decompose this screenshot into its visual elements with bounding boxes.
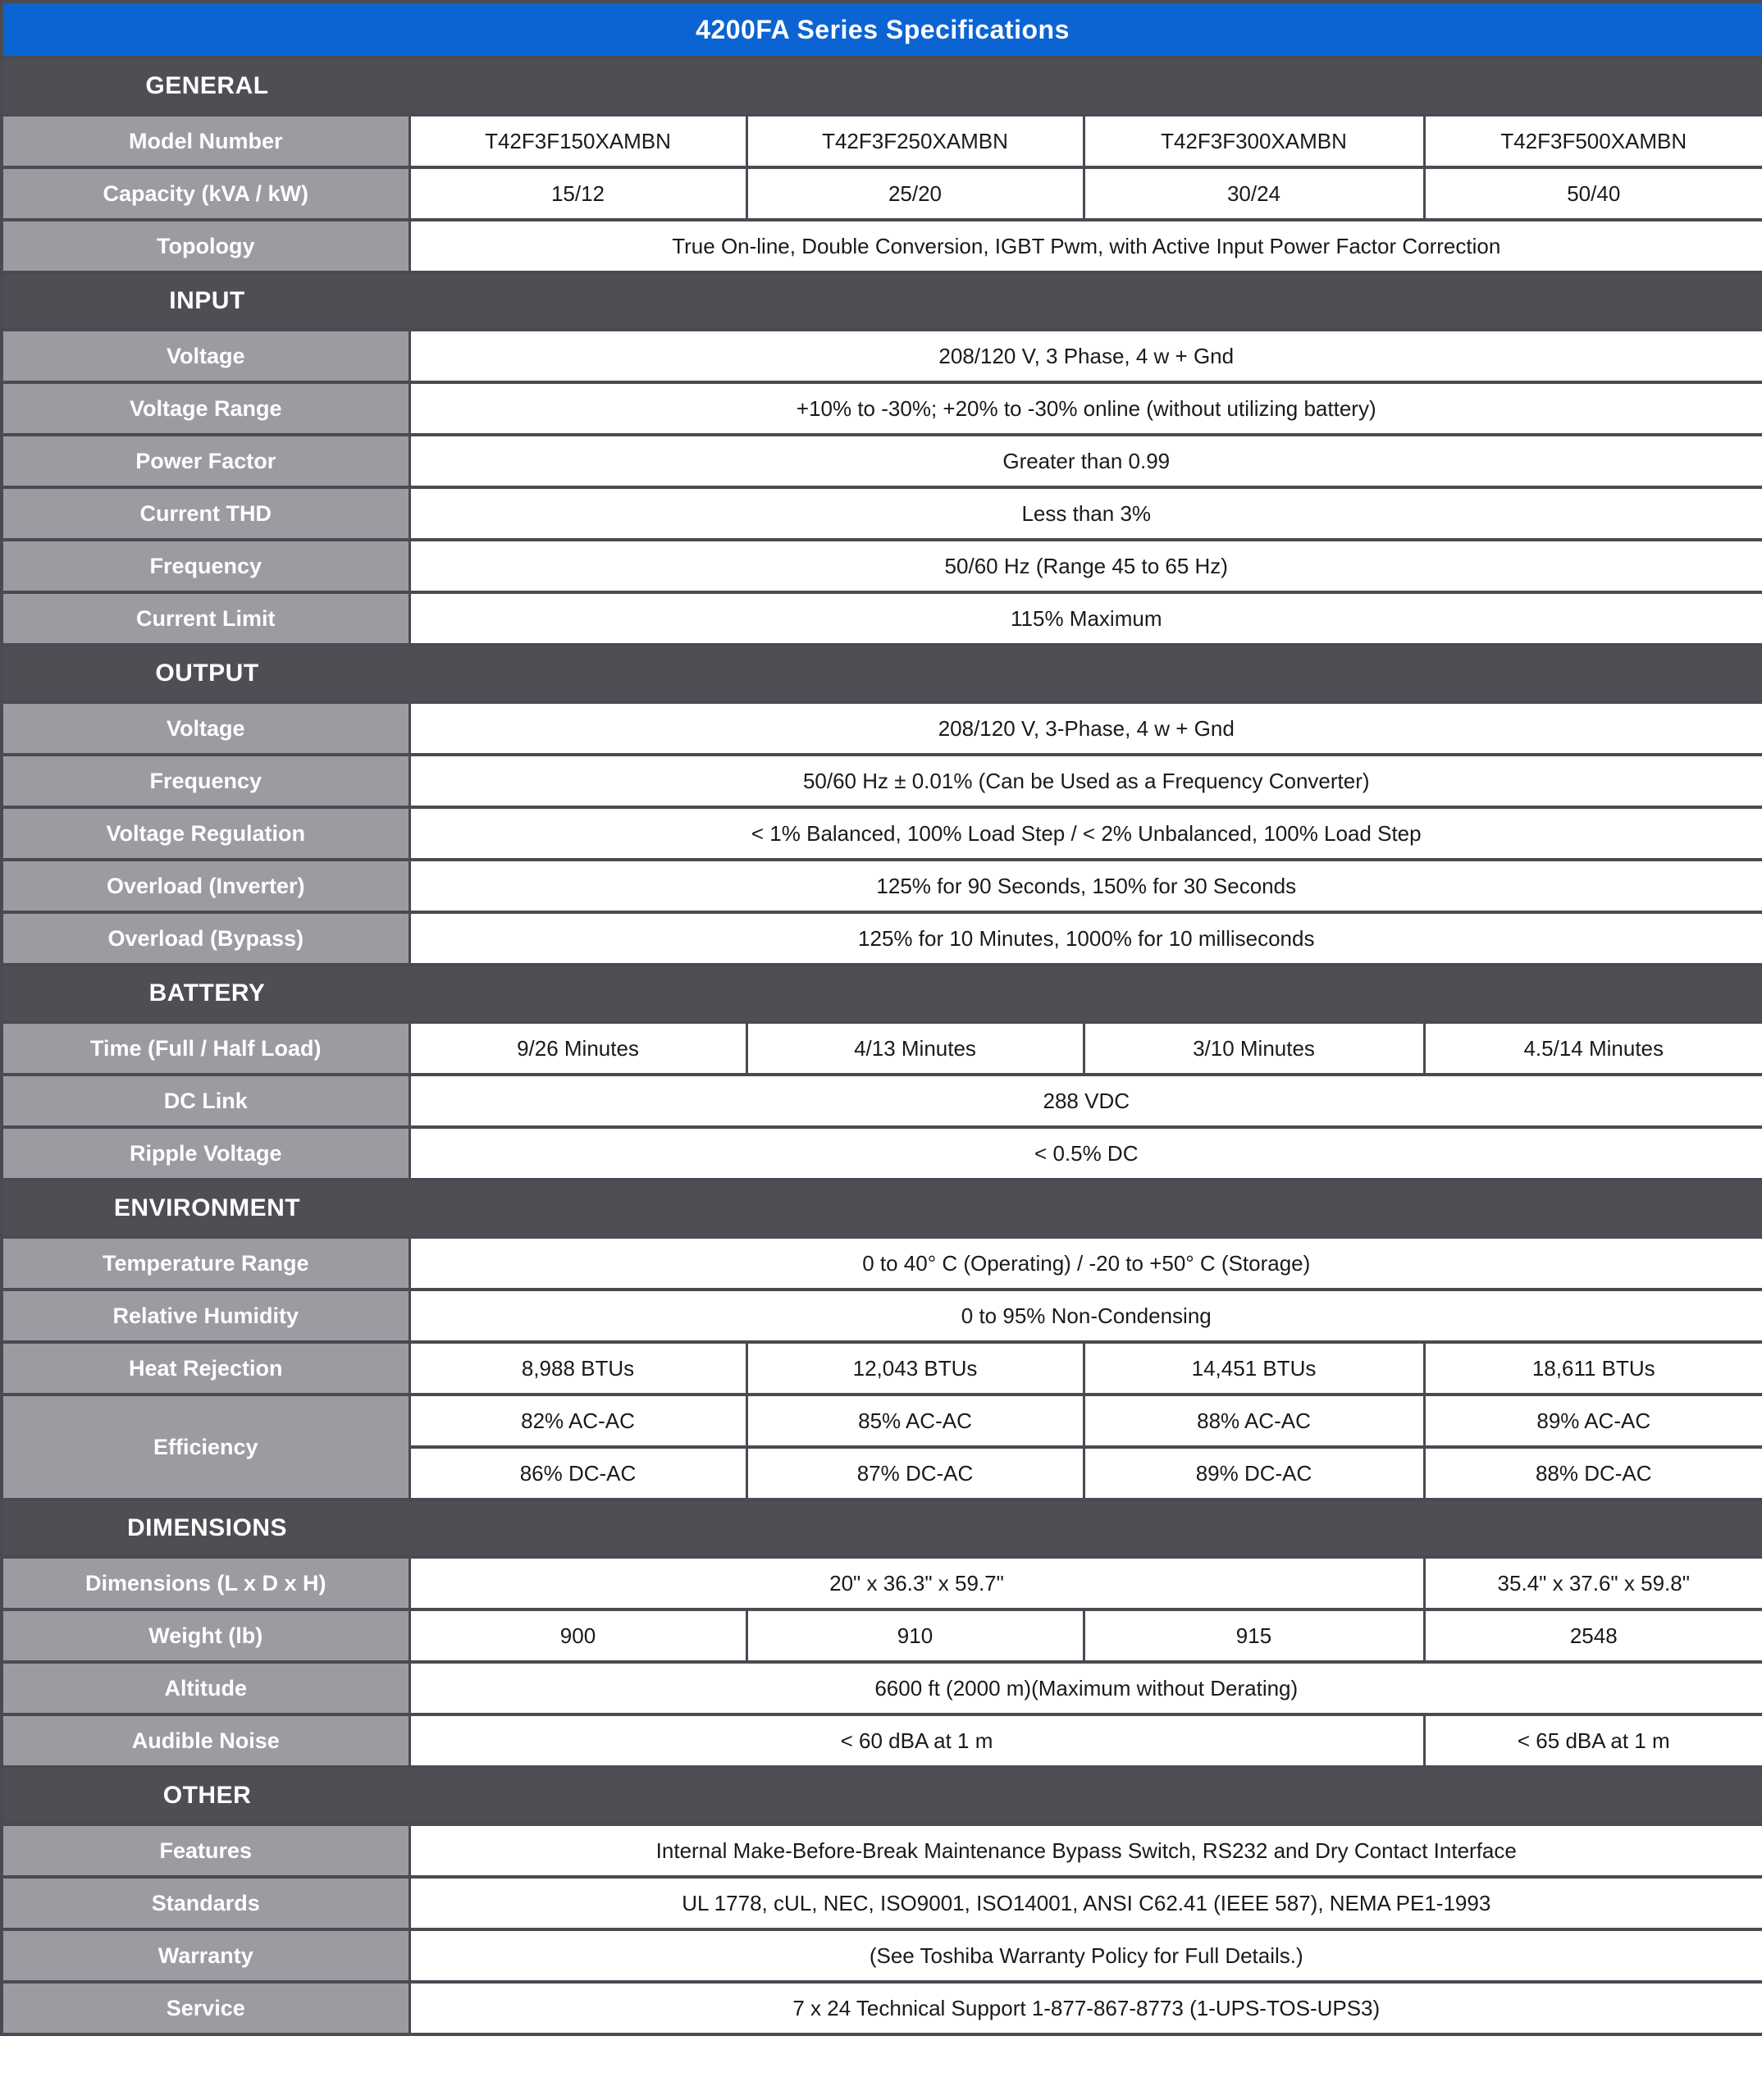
row-dimensions — [2, 1557, 1762, 1609]
row-topology — [2, 220, 1762, 272]
row-value-cell: 4.5/14 Minutes — [1424, 1022, 1762, 1075]
row-label-cell: Warranty — [2, 1929, 409, 1982]
row-value-cell: 7 x 24 Technical Support 1-877-867-8773 (1-UPS-TOS-UPS3) — [409, 1982, 1762, 2034]
row-value-cell: 288 VDC — [409, 1075, 1762, 1127]
row-label-cell: Standards — [2, 1877, 409, 1929]
row-value-cell: 50/60 Hz ± 0.01% (Can be Used as a Frequency Converter) — [409, 755, 1762, 807]
row-value-cell: Greater than 0.99 — [409, 435, 1762, 487]
row-power-factor — [2, 435, 1762, 487]
section-title-other: OTHER — [162, 1782, 252, 1809]
row-overload-inverter — [2, 860, 1762, 912]
section-header-environment — [2, 1180, 1762, 1237]
row-altitude — [2, 1662, 1762, 1714]
row-value-cell: 0 to 95% Non-Condensing — [409, 1290, 1762, 1342]
row-value-cell: 125% for 90 Seconds, 150% for 30 Seconds — [409, 860, 1762, 912]
section-header-general — [2, 57, 1762, 115]
section-header-output — [2, 645, 1762, 702]
row-label-cell: Voltage Regulation — [2, 807, 409, 860]
row-features — [2, 1824, 1762, 1877]
row-value-cell: 88% AC-AC — [1084, 1395, 1424, 1447]
row-value-cell: T42F3F300XAMBN — [1084, 115, 1424, 167]
row-audible-noise — [2, 1714, 1762, 1767]
row-label-cell: Features — [2, 1824, 409, 1877]
row-value-cell: 87% DC-AC — [746, 1447, 1084, 1500]
row-efficiency-ac — [2, 1395, 1762, 1447]
row-label-cell: Frequency — [2, 540, 409, 592]
row-value-cell: < 0.5% DC — [409, 1127, 1762, 1180]
row-label-cell: Service — [2, 1982, 409, 2034]
row-value-cell: 20" x 36.3" x 59.7" — [409, 1557, 1424, 1609]
row-value-cell: 82% AC-AC — [409, 1395, 746, 1447]
row-value-cell: 14,451 BTUs — [1084, 1342, 1424, 1395]
row-output-frequency — [2, 755, 1762, 807]
row-value-cell: 50/40 — [1424, 167, 1762, 220]
row-value-cell: 0 to 40° C (Operating) / -20 to +50° C (Storage) — [409, 1237, 1762, 1290]
row-label-cell: Topology — [2, 220, 409, 272]
row-label-cell: Overload (Bypass) — [2, 912, 409, 965]
row-value-cell: 85% AC-AC — [746, 1395, 1084, 1447]
row-value-cell: 915 — [1084, 1609, 1424, 1662]
section-header-dimensions — [2, 1500, 1762, 1557]
row-label-cell: Frequency — [2, 755, 409, 807]
row-value-cell: 9/26 Minutes — [409, 1022, 746, 1075]
row-value-cell: < 65 dBA at 1 m — [1424, 1714, 1762, 1767]
row-value-cell: 6600 ft (2000 m)(Maximum without Derating) — [409, 1662, 1762, 1714]
row-label-cell: Efficiency — [2, 1395, 409, 1500]
section-header-input — [2, 272, 1762, 330]
row-value-cell: 115% Maximum — [409, 592, 1762, 645]
row-voltage-regulation — [2, 807, 1762, 860]
row-service — [2, 1982, 1762, 2034]
row-current-thd — [2, 487, 1762, 540]
section-header-other — [2, 1767, 1762, 1824]
row-input-frequency — [2, 540, 1762, 592]
row-model-number — [2, 115, 1762, 167]
row-value-cell: T42F3F250XAMBN — [746, 115, 1084, 167]
title-bar — [2, 2, 1762, 57]
row-output-voltage — [2, 702, 1762, 755]
section-title-environment: ENVIRONMENT — [113, 1194, 301, 1221]
row-input-voltage — [2, 330, 1762, 382]
row-value-cell: True On-line, Double Conversion, IGBT Pwm, with Active Input Power Factor Correction — [409, 220, 1762, 272]
row-label-cell: Dimensions (L x D x H) — [2, 1557, 409, 1609]
row-overload-bypass — [2, 912, 1762, 965]
row-label-cell: Heat Rejection — [2, 1342, 409, 1395]
row-value-cell: 89% DC-AC — [1084, 1447, 1424, 1500]
row-label-cell: Audible Noise — [2, 1714, 409, 1767]
section-title-dimensions: DIMENSIONS — [126, 1514, 288, 1541]
row-label-cell: Capacity (kVA / kW) — [2, 167, 409, 220]
row-label-cell: Temperature Range — [2, 1237, 409, 1290]
row-label-cell: Voltage — [2, 330, 409, 382]
row-value-cell: 86% DC-AC — [409, 1447, 746, 1500]
section-title-battery: BATTERY — [148, 979, 266, 1007]
section-title-general: GENERAL — [145, 72, 269, 99]
row-value-cell: 30/24 — [1084, 167, 1424, 220]
row-value-cell: T42F3F500XAMBN — [1424, 115, 1762, 167]
row-value-cell: (See Toshiba Warranty Policy for Full Details.) — [409, 1929, 1762, 1982]
row-value-cell: 208/120 V, 3-Phase, 4 w + Gnd — [409, 702, 1762, 755]
section-title-input: INPUT — [169, 287, 245, 314]
row-label-cell: Voltage Range — [2, 382, 409, 435]
row-value-cell: +10% to -30%; +20% to -30% online (without utilizing battery) — [409, 382, 1762, 435]
row-temperature-range — [2, 1237, 1762, 1290]
row-value-cell: 12,043 BTUs — [746, 1342, 1084, 1395]
row-value-cell: 910 — [746, 1609, 1084, 1662]
row-label-cell: Voltage — [2, 702, 409, 755]
row-relative-humidity — [2, 1290, 1762, 1342]
row-value-cell: UL 1778, cUL, NEC, ISO9001, ISO14001, ANSI C62.41 (IEEE 587), NEMA PE1-1993 — [409, 1877, 1762, 1929]
row-value-cell: 89% AC-AC — [1424, 1395, 1762, 1447]
row-dc-link — [2, 1075, 1762, 1127]
row-value-cell: < 1% Balanced, 100% Load Step / < 2% Unbalanced, 100% Load Step — [409, 807, 1762, 860]
page-title: 4200FA Series Specifications — [2, 2, 1762, 57]
row-value-cell: 3/10 Minutes — [1084, 1022, 1424, 1075]
row-label-cell: Time (Full / Half Load) — [2, 1022, 409, 1075]
row-backup-time — [2, 1022, 1762, 1075]
row-value-cell: 8,988 BTUs — [409, 1342, 746, 1395]
row-weight — [2, 1609, 1762, 1662]
row-value-cell: 2548 — [1424, 1609, 1762, 1662]
row-warranty — [2, 1929, 1762, 1982]
row-value-cell: 88% DC-AC — [1424, 1447, 1762, 1500]
row-current-limit — [2, 592, 1762, 645]
row-label-cell: Altitude — [2, 1662, 409, 1714]
row-label-cell: DC Link — [2, 1075, 409, 1127]
row-label-cell: Overload (Inverter) — [2, 860, 409, 912]
row-value-cell: Less than 3% — [409, 487, 1762, 540]
row-label-cell: Ripple Voltage — [2, 1127, 409, 1180]
row-heat-rejection — [2, 1342, 1762, 1395]
row-label-cell: Weight (lb) — [2, 1609, 409, 1662]
row-value-cell: 18,611 BTUs — [1424, 1342, 1762, 1395]
row-value-cell: T42F3F150XAMBN — [409, 115, 746, 167]
row-value-cell: 25/20 — [746, 167, 1084, 220]
row-label-cell: Power Factor — [2, 435, 409, 487]
row-ripple-voltage — [2, 1127, 1762, 1180]
row-value-cell: 15/12 — [409, 167, 746, 220]
row-standards — [2, 1877, 1762, 1929]
row-label-cell: Model Number — [2, 115, 409, 167]
row-value-cell: Internal Make-Before-Break Maintenance Bypass Switch, RS232 and Dry Contact Interface — [409, 1824, 1762, 1877]
row-value-cell: 125% for 10 Minutes, 1000% for 10 milliseconds — [409, 912, 1762, 965]
section-title-output: OUTPUT — [155, 660, 259, 687]
row-voltage-range — [2, 382, 1762, 435]
row-value-cell: 50/60 Hz (Range 45 to 65 Hz) — [409, 540, 1762, 592]
row-value-cell: 208/120 V, 3 Phase, 4 w + Gnd — [409, 330, 1762, 382]
row-value-cell: 4/13 Minutes — [746, 1022, 1084, 1075]
row-value-cell: < 60 dBA at 1 m — [409, 1714, 1424, 1767]
row-value-cell: 900 — [409, 1609, 746, 1662]
row-label-cell: Current THD — [2, 487, 409, 540]
row-capacity — [2, 167, 1762, 220]
row-value-cell: 35.4" x 37.6" x 59.8" — [1424, 1557, 1762, 1609]
section-header-battery — [2, 965, 1762, 1022]
row-label-cell: Current Limit — [2, 592, 409, 645]
row-label-cell: Relative Humidity — [2, 1290, 409, 1342]
